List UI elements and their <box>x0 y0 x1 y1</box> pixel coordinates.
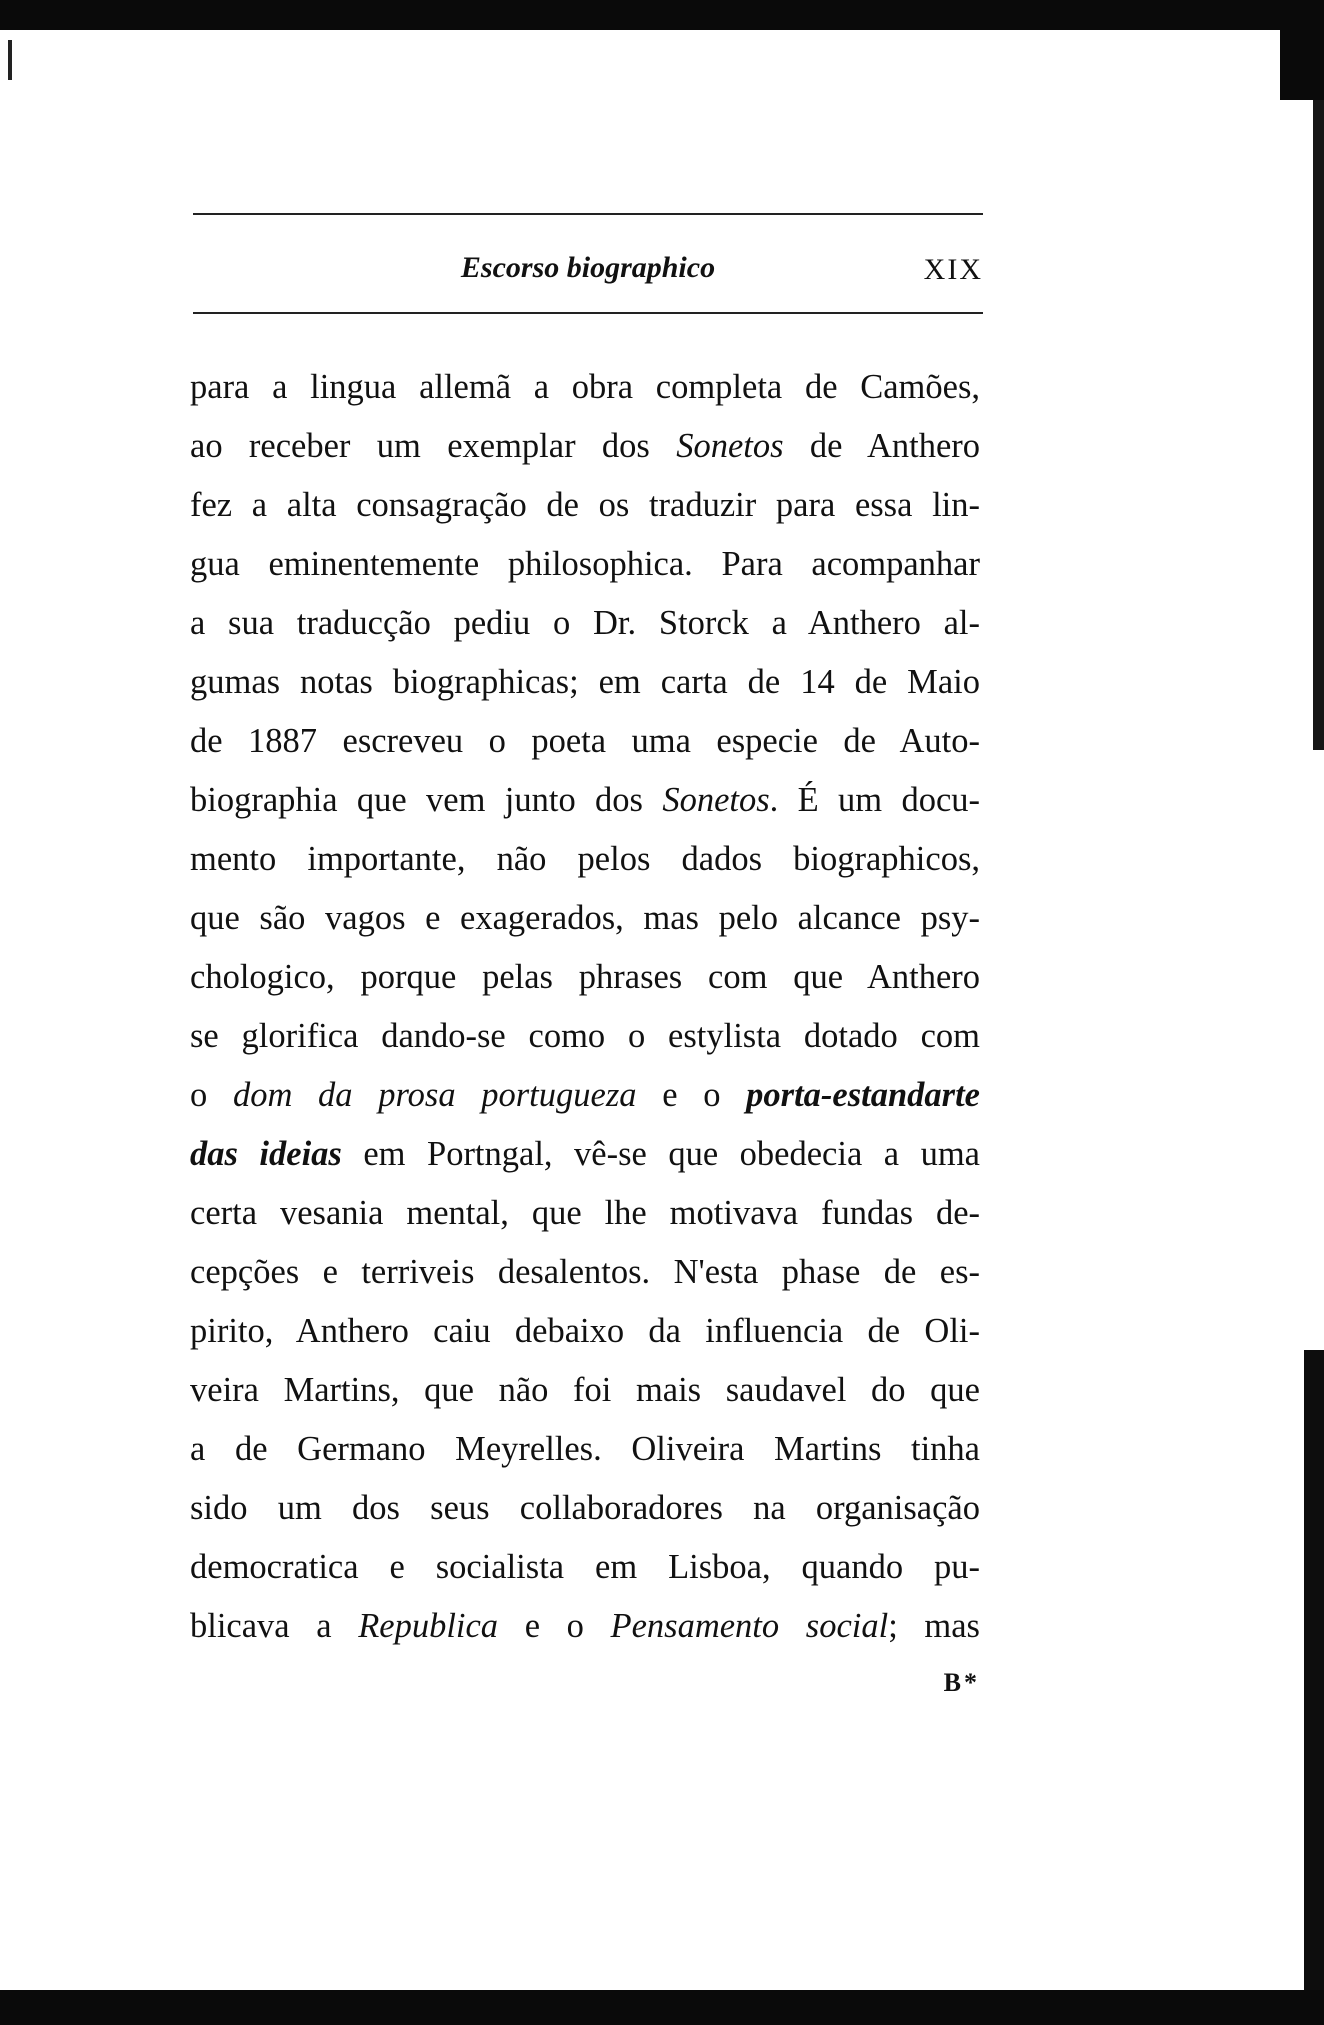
text-segment: para a lingua allemã a obra completa de Camões, <box>190 368 980 406</box>
text-segment: a de Germano Meyrelles. Oliveira Martins tinha <box>190 1430 980 1468</box>
scan-border-bottom <box>0 1990 1324 2025</box>
text-segment: chologico, porque pelas phrases com que Anthero <box>190 958 980 996</box>
text-line <box>190 1007 980 1066</box>
text-line <box>190 889 980 948</box>
text-line <box>190 1066 980 1125</box>
text-segment: dom da prosa portugueza <box>232 1076 637 1114</box>
text-line <box>190 535 980 594</box>
text-segment: a sua traducção pediu o Dr. Storck a Anthero al- <box>190 604 980 642</box>
text-segment: o <box>190 1076 233 1114</box>
text-line <box>190 771 980 830</box>
text-segment: e o <box>498 1607 611 1645</box>
text-line <box>190 712 980 771</box>
text-line <box>190 476 980 535</box>
text-segment: mento importante, não pelos dados biographicos, <box>190 840 980 878</box>
text-line <box>190 1243 980 1302</box>
text-segment: de 1887 escreveu o poeta uma especie de Auto- <box>190 722 980 760</box>
text-segment: gumas notas biographicas; em carta de 14 de Maio <box>190 663 980 701</box>
text-line <box>190 594 980 653</box>
running-title: Escorso biographico <box>460 251 716 284</box>
text-segment: sido um dos seus collaboradores na organisação <box>190 1489 980 1527</box>
text-segment: Republica <box>358 1607 499 1645</box>
text-line <box>190 948 980 1007</box>
text-segment: democratica e socialista em Lisboa, quando pu- <box>190 1548 980 1586</box>
text-segment: das ideias <box>190 1135 342 1173</box>
scan-border-top <box>0 0 1324 30</box>
text-segment: biographia que vem junto dos <box>190 781 663 819</box>
scan-edge-top-right <box>1280 30 1324 100</box>
text-segment: porta-estandarte <box>746 1076 980 1114</box>
text-segment: Pensamento social <box>610 1607 889 1645</box>
text-line <box>190 358 980 417</box>
text-segment: de Anthero <box>783 427 981 465</box>
scan-edge-left-mark <box>8 40 12 80</box>
text-segment: . É um docu- <box>769 781 981 819</box>
signature-mark: B* <box>943 1668 980 1697</box>
text-segment: blicava a <box>190 1607 359 1645</box>
text-segment: se glorifica dando-se como o estylista dotado com <box>190 1017 980 1055</box>
text-segment: e o <box>636 1076 747 1114</box>
text-segment: que são vagos e exagerados, mas pelo alcance psy- <box>190 899 980 937</box>
scan-edge-right-lower <box>1304 1350 1324 1990</box>
text-line <box>190 830 980 889</box>
text-segment: ; mas <box>888 1607 980 1645</box>
text-segment: Sonetos <box>676 427 784 465</box>
text-segment: veira Martins, que não foi mais saudavel do que <box>190 1371 980 1409</box>
text-segment: pirito, Anthero caiu debaixo da influencia de Oli- <box>190 1312 980 1350</box>
scan-edge-right-upper <box>1313 100 1324 750</box>
text-segment: gua eminentemente philosophica. Para acompanhar <box>190 545 980 583</box>
text-segment: em Portngal, vê-se que obedecia a uma <box>341 1135 980 1173</box>
text-line <box>190 1361 980 1420</box>
text-line <box>190 1597 980 1656</box>
header-rule-bottom <box>193 312 983 314</box>
text-line <box>190 1420 980 1479</box>
text-segment: Sonetos <box>662 781 770 819</box>
text-segment: cepções e terriveis desalentos. N'esta phase de es- <box>190 1253 980 1291</box>
text-line <box>190 417 980 476</box>
text-line <box>190 1125 980 1184</box>
header-rule-top <box>193 213 983 215</box>
text-line <box>190 1302 980 1361</box>
text-segment: certa vesania mental, que lhe motivava fundas de- <box>190 1194 980 1232</box>
body-text <box>190 358 980 1656</box>
text-line <box>190 1184 980 1243</box>
page-number: XIX <box>923 253 983 286</box>
text-line <box>190 1538 980 1597</box>
text-line <box>190 653 980 712</box>
text-segment: ao receber um exemplar dos <box>190 427 677 465</box>
text-segment: fez a alta consagração de os traduzir para essa lin- <box>190 486 980 524</box>
text-line <box>190 1479 980 1538</box>
